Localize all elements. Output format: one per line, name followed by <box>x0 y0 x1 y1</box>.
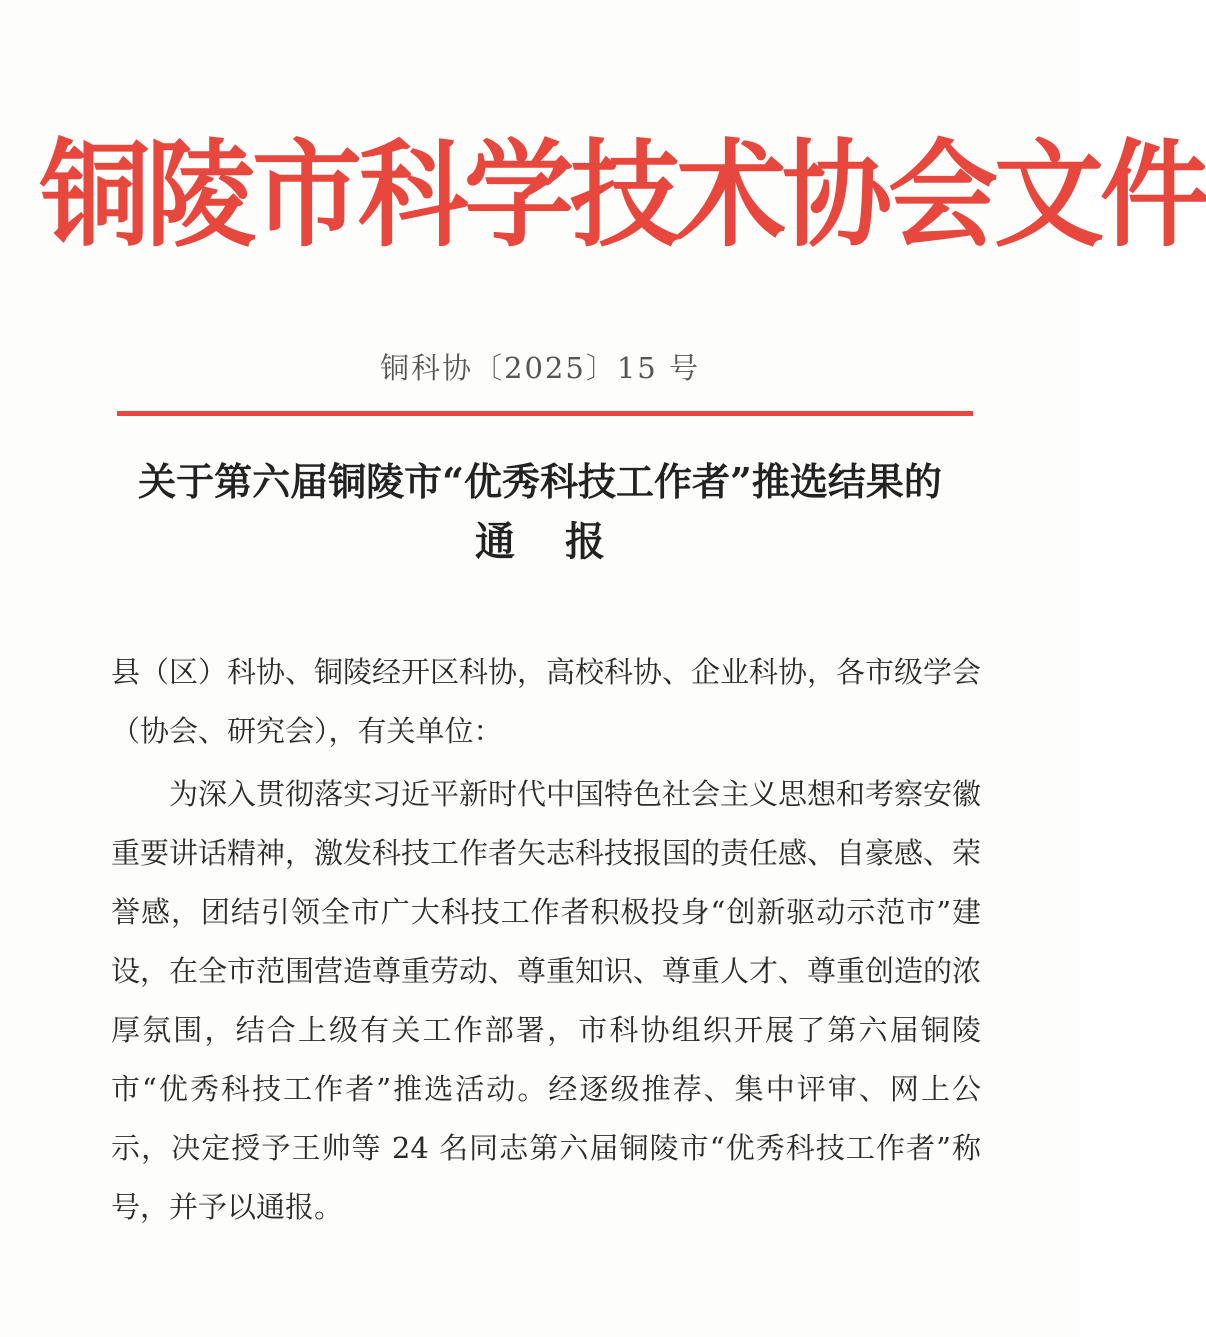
body-paragraph: 为深入贯彻落实习近平新时代中国特色社会主义思想和考察安徽重要讲话精神，激发科技工作者矢志科技报国的责任感、自豪感、荣誉感，团结引领全市广大科技工作者积极投身“创新驱动示范市”建设，在全市范围营造尊重劳动、尊重知识、尊重人才、尊重创造的浓厚氛围，结合上级有关工作部署，市科协组织开展了第六届铜陵市“优秀科技工作者”推选活动。经逐级推荐、集中评审、网上公示，决定授予王帅等 24 名同志第六届铜陵市“优秀科技工作者”称号，并予以通报。 <box>111 777 982 1224</box>
red-divider-line <box>117 411 973 416</box>
document-title: 关于第六届铜陵市“优秀科技工作者”推选结果的 <box>138 459 942 504</box>
document-masthead: 铜陵市科学技术协会文件 <box>40 127 1206 263</box>
addressee-paragraph: 县（区）科协、铜陵经开区科协，高校科协、企业科协，各市级学会（协会、研究会），有关单位： <box>111 655 982 748</box>
document-title-subline: 通报 <box>475 518 655 565</box>
document-number: 铜科协〔2025〕15 号 <box>380 351 700 385</box>
